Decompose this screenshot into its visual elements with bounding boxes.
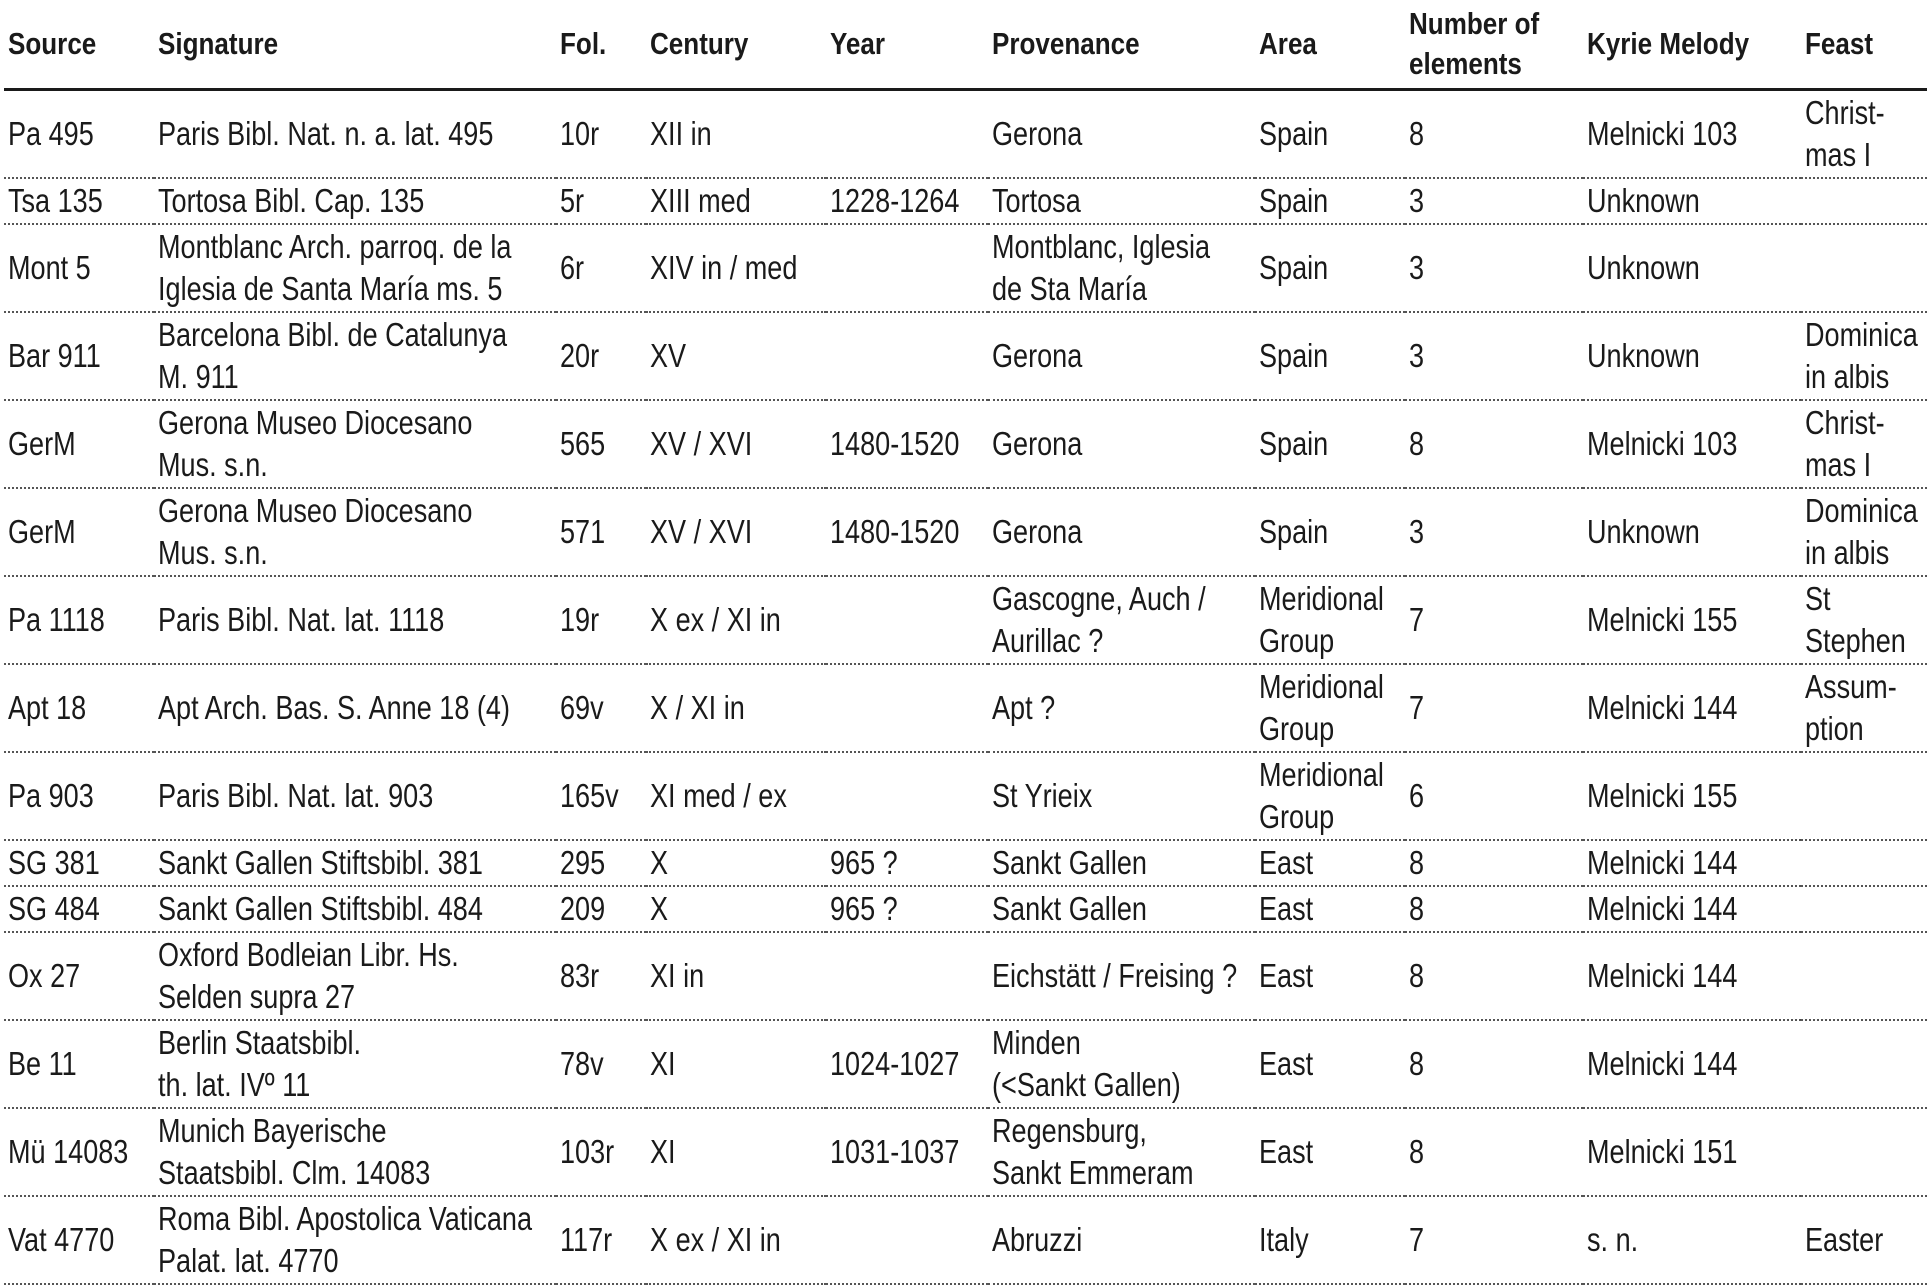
cell-kyrie: Melnicki 144: [1583, 886, 1801, 932]
cell-area: Spain: [1255, 488, 1405, 576]
cell-kyrie: Melnicki 144: [1583, 664, 1801, 752]
cell-kyrie: Melnicki 155: [1583, 576, 1801, 664]
cell-elements: 8: [1405, 886, 1583, 932]
cell-source: GerM: [4, 400, 154, 488]
table-row: [4, 886, 1927, 932]
sources-table: [4, 0, 1927, 1285]
cell-feast: Christ- mas I: [1801, 90, 1927, 179]
cell-elements: 8: [1405, 1020, 1583, 1108]
header-feast: Feast: [1801, 0, 1927, 90]
cell-kyrie: Melnicki 151: [1583, 1108, 1801, 1196]
table-row: [4, 224, 1927, 312]
cell-kyrie: Melnicki 144: [1583, 840, 1801, 886]
cell-century: X ex / XI in: [646, 1196, 826, 1284]
cell-feast: Easter: [1801, 1196, 1927, 1284]
cell-signature: Apt Arch. Bas. S. Anne 18 (4): [154, 664, 556, 752]
cell-area: East: [1255, 840, 1405, 886]
cell-elements: 6: [1405, 752, 1583, 840]
cell-feast: [1801, 840, 1927, 886]
cell-year: 1031-1037: [826, 1108, 988, 1196]
cell-area: Spain: [1255, 400, 1405, 488]
cell-kyrie: Melnicki 103: [1583, 90, 1801, 179]
cell-source: Mü 14083: [4, 1108, 154, 1196]
cell-fol: 117r: [556, 1196, 646, 1284]
table-row: [4, 312, 1927, 400]
table-row: [4, 90, 1927, 179]
cell-fol: 20r: [556, 312, 646, 400]
table-row: [4, 488, 1927, 576]
cell-year: [826, 312, 988, 400]
cell-provenance: Minden (<Sankt Gallen): [988, 1020, 1255, 1108]
cell-kyrie: Unknown: [1583, 488, 1801, 576]
cell-feast: [1801, 1020, 1927, 1108]
cell-area: Spain: [1255, 312, 1405, 400]
cell-elements: 7: [1405, 576, 1583, 664]
cell-elements: 3: [1405, 488, 1583, 576]
cell-kyrie: Unknown: [1583, 178, 1801, 224]
cell-feast: Dominica in albis: [1801, 312, 1927, 400]
cell-year: 1480-1520: [826, 488, 988, 576]
cell-fol: 295: [556, 840, 646, 886]
cell-signature: Berlin Staatsbibl. th. lat. IVº 11: [154, 1020, 556, 1108]
header-kyrie-melody: Kyrie Melody: [1583, 0, 1801, 90]
cell-fol: 83r: [556, 932, 646, 1020]
cell-provenance: Abruzzi: [988, 1196, 1255, 1284]
cell-provenance: Gerona: [988, 400, 1255, 488]
cell-fol: 571: [556, 488, 646, 576]
cell-century: XV / XVI: [646, 488, 826, 576]
cell-year: [826, 932, 988, 1020]
cell-source: GerM: [4, 488, 154, 576]
cell-provenance: Gerona: [988, 90, 1255, 179]
cell-feast: [1801, 1108, 1927, 1196]
cell-feast: [1801, 224, 1927, 312]
cell-signature: Montblanc Arch. parroq. de la Iglesia de Santa María ms. 5: [154, 224, 556, 312]
cell-area: Meridional Group: [1255, 576, 1405, 664]
cell-fol: 565: [556, 400, 646, 488]
cell-area: Meridional Group: [1255, 664, 1405, 752]
header-provenance: Provenance: [988, 0, 1255, 90]
table-body: [4, 90, 1927, 1285]
cell-century: X: [646, 840, 826, 886]
cell-signature: Paris Bibl. Nat. lat. 903: [154, 752, 556, 840]
cell-area: East: [1255, 932, 1405, 1020]
cell-century: X ex / XI in: [646, 576, 826, 664]
cell-source: Be 11: [4, 1020, 154, 1108]
cell-century: XIV in / med: [646, 224, 826, 312]
cell-signature: Paris Bibl. Nat. lat. 1118: [154, 576, 556, 664]
table-row: [4, 1196, 1927, 1284]
cell-century: XV / XVI: [646, 400, 826, 488]
cell-elements: 3: [1405, 312, 1583, 400]
cell-provenance: Gascogne, Auch / Aurillac ?: [988, 576, 1255, 664]
header-signature: Signature: [154, 0, 556, 90]
cell-source: SG 484: [4, 886, 154, 932]
cell-kyrie: Melnicki 144: [1583, 932, 1801, 1020]
header-century: Century: [646, 0, 826, 90]
cell-provenance: Gerona: [988, 312, 1255, 400]
cell-area: East: [1255, 1020, 1405, 1108]
cell-provenance: Regensburg, Sankt Emmeram: [988, 1108, 1255, 1196]
cell-century: XI: [646, 1020, 826, 1108]
cell-elements: 8: [1405, 932, 1583, 1020]
cell-signature: Gerona Museo Diocesano Mus. s.n.: [154, 488, 556, 576]
header-source: Source: [4, 0, 154, 90]
cell-elements: 8: [1405, 400, 1583, 488]
cell-elements: 8: [1405, 840, 1583, 886]
cell-century: X / XI in: [646, 664, 826, 752]
cell-elements: 3: [1405, 178, 1583, 224]
cell-fol: 19r: [556, 576, 646, 664]
cell-source: Vat 4770: [4, 1196, 154, 1284]
cell-source: Pa 1118: [4, 576, 154, 664]
cell-fol: 10r: [556, 90, 646, 179]
table-row: [4, 1020, 1927, 1108]
cell-feast: Assum- ption: [1801, 664, 1927, 752]
cell-signature: Paris Bibl. Nat. n. a. lat. 495: [154, 90, 556, 179]
cell-elements: 8: [1405, 1108, 1583, 1196]
cell-source: Tsa 135: [4, 178, 154, 224]
cell-elements: 7: [1405, 1196, 1583, 1284]
header-row: [4, 0, 1927, 90]
cell-signature: Tortosa Bibl. Cap. 135: [154, 178, 556, 224]
cell-elements: 8: [1405, 90, 1583, 179]
header-fol: Fol.: [556, 0, 646, 90]
table-row: [4, 1108, 1927, 1196]
cell-fol: 6r: [556, 224, 646, 312]
header-year: Year: [826, 0, 988, 90]
table-row: [4, 932, 1927, 1020]
header-elements: Number of elements: [1405, 0, 1583, 90]
cell-fol: 78v: [556, 1020, 646, 1108]
cell-provenance: Sankt Gallen: [988, 840, 1255, 886]
cell-area: East: [1255, 886, 1405, 932]
cell-century: XI med / ex: [646, 752, 826, 840]
table-row: [4, 840, 1927, 886]
cell-source: Mont 5: [4, 224, 154, 312]
cell-century: XIII med: [646, 178, 826, 224]
cell-kyrie: Melnicki 155: [1583, 752, 1801, 840]
cell-source: SG 381: [4, 840, 154, 886]
cell-century: XII in: [646, 90, 826, 179]
cell-source: Bar 911: [4, 312, 154, 400]
cell-signature: Oxford Bodleian Libr. Hs. Selden supra 27: [154, 932, 556, 1020]
cell-source: Ox 27: [4, 932, 154, 1020]
cell-kyrie: Unknown: [1583, 224, 1801, 312]
cell-kyrie: Unknown: [1583, 312, 1801, 400]
cell-year: [826, 224, 988, 312]
cell-feast: [1801, 178, 1927, 224]
header-area: Area: [1255, 0, 1405, 90]
table-row: [4, 576, 1927, 664]
table-row: [4, 664, 1927, 752]
cell-elements: 3: [1405, 224, 1583, 312]
cell-provenance: Montblanc, Iglesia de Sta María: [988, 224, 1255, 312]
cell-source: Pa 903: [4, 752, 154, 840]
cell-feast: [1801, 752, 1927, 840]
table-row: [4, 752, 1927, 840]
cell-elements: 7: [1405, 664, 1583, 752]
cell-area: Spain: [1255, 224, 1405, 312]
table-row: [4, 178, 1927, 224]
cell-provenance: Apt ?: [988, 664, 1255, 752]
cell-year: [826, 664, 988, 752]
cell-provenance: Eichstätt / Freising ?: [988, 932, 1255, 1020]
cell-feast: Dominica in albis: [1801, 488, 1927, 576]
cell-source: Pa 495: [4, 90, 154, 179]
cell-year: 1480-1520: [826, 400, 988, 488]
cell-feast: [1801, 886, 1927, 932]
cell-area: Meridional Group: [1255, 752, 1405, 840]
cell-year: 1228-1264: [826, 178, 988, 224]
cell-provenance: Sankt Gallen: [988, 886, 1255, 932]
cell-feast: Christ- mas I: [1801, 400, 1927, 488]
cell-signature: Gerona Museo Diocesano Mus. s.n.: [154, 400, 556, 488]
cell-fol: 5r: [556, 178, 646, 224]
cell-signature: Munich Bayerische Staatsbibl. Clm. 14083: [154, 1108, 556, 1196]
cell-feast: [1801, 932, 1927, 1020]
cell-century: XV: [646, 312, 826, 400]
cell-century: XI: [646, 1108, 826, 1196]
cell-area: Spain: [1255, 178, 1405, 224]
cell-area: Italy: [1255, 1196, 1405, 1284]
cell-source: Apt 18: [4, 664, 154, 752]
table-row: [4, 400, 1927, 488]
cell-area: Spain: [1255, 90, 1405, 179]
cell-area: East: [1255, 1108, 1405, 1196]
cell-provenance: Tortosa: [988, 178, 1255, 224]
cell-kyrie: Melnicki 144: [1583, 1020, 1801, 1108]
cell-feast: St Stephen: [1801, 576, 1927, 664]
cell-year: [826, 752, 988, 840]
cell-fol: 165v: [556, 752, 646, 840]
cell-fol: 103r: [556, 1108, 646, 1196]
cell-century: XI in: [646, 932, 826, 1020]
cell-kyrie: s. n.: [1583, 1196, 1801, 1284]
cell-year: 965 ?: [826, 886, 988, 932]
cell-signature: Sankt Gallen Stiftsbibl. 381: [154, 840, 556, 886]
cell-signature: Sankt Gallen Stiftsbibl. 484: [154, 886, 556, 932]
cell-signature: Roma Bibl. Apostolica Vaticana Palat. lat. 4770: [154, 1196, 556, 1284]
cell-year: [826, 576, 988, 664]
cell-century: X: [646, 886, 826, 932]
cell-kyrie: Melnicki 103: [1583, 400, 1801, 488]
cell-year: 965 ?: [826, 840, 988, 886]
cell-year: [826, 90, 988, 179]
cell-year: 1024-1027: [826, 1020, 988, 1108]
cell-year: [826, 1196, 988, 1284]
cell-provenance: St Yrieix: [988, 752, 1255, 840]
cell-fol: 209: [556, 886, 646, 932]
cell-fol: 69v: [556, 664, 646, 752]
cell-signature: Barcelona Bibl. de Catalunya M. 911: [154, 312, 556, 400]
cell-provenance: Gerona: [988, 488, 1255, 576]
